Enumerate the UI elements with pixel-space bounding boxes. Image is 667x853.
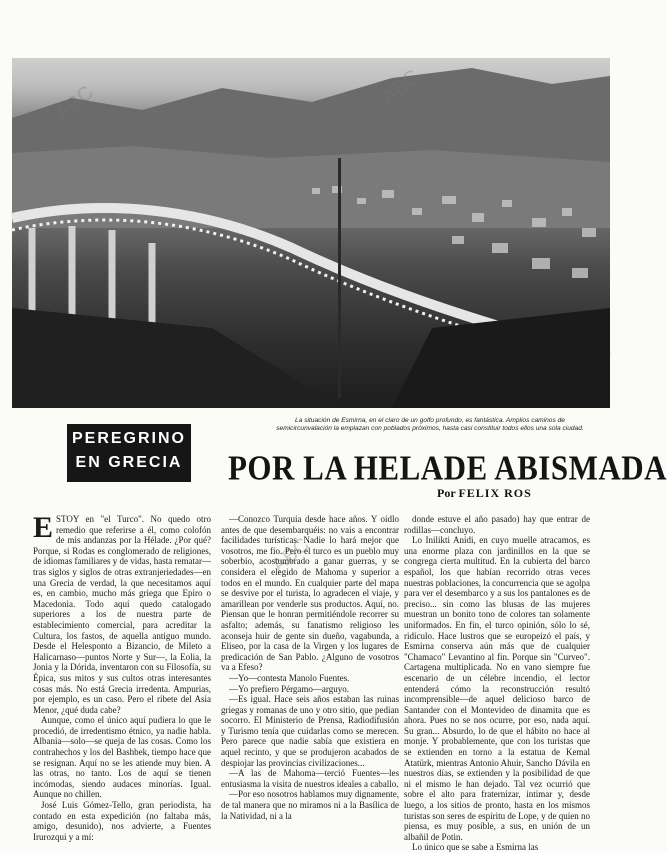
paragraph (33, 511, 211, 715)
section-label-line1: PEREGRINO (71, 430, 186, 447)
author-name: FELIX ROS (458, 486, 532, 500)
dropcap: E (33, 511, 54, 544)
headline: POR LA HELADE ABISMADA (228, 448, 667, 488)
paragraph: —Yo—contesta Manolo Fuentes. (229, 672, 350, 683)
watermark: ABC (52, 81, 98, 125)
photo-caption: La situación de Esmirna, en el claro de un golfo profundo, es fantástica. Amplios caminos de semicircunvalación la emplazan con poblados próximos, hasta casi constituir todos ellos una sola ciudad. (276, 417, 584, 432)
paragraph: —A las de Mahoma—terció Fuentes—les entusiasma la visita de nuestros ideales a caballo. (221, 768, 399, 789)
paragraph: José Luis Gómez-Tello, gran periodista, ha contado en esta expedición (no faltaba más, amigo, desunido), nos advierte, a Fuentes Irurozqui y a mí: (33, 800, 211, 842)
paragraph: donde estuve el año pasado) hay que entrar de rodillas—concluyo. (404, 514, 590, 535)
paragraph: —Yo prefiero Pérgamo—arguyo. (229, 683, 349, 694)
section-label (67, 424, 191, 482)
section-label-line2: EN GRECIA (75, 454, 183, 471)
paragraph-text: STOY en "el Turco". No quedo otro remedio que referirse a él, como colofón de mis andanzas por la Hélade. ¿Por qué? Porque, si Rodas es conglomerado de religiones, de idiomas familiares y de vidas, hasta rematar—tras siglos y siglos de otras extranjeriedades—en una Grecia de verdad, la que necesitamos aquí es, en cambio, mucho más griega que Epiro o Macedonia. Todo aquí quedo catalogado superiores a los de nuestra parte de establecimiento comercial, para acreditar la Cultura, los fastos, de aquella antiguo mundo. Desde el Helesponto a Bizancio, de Mileto a Halicarnaso—puntos Norte y Sur—, la Eolia, la Jonia y la Dórida, inventaron con su Filosofía, su Épica, sus mitos y sus cultos otras interesantes cosas más. No está Grecia irredenta. Ampurias, por ejemplo, es un caso. Pero el ribete del Asia Menor, ¿qué duda cabe? (33, 514, 211, 715)
watermark: ABC (378, 65, 424, 109)
paragraph: —Por eso nosotros hablamos muy dignamente, de tal manera que no miramos ni a la Basílica de la Natividad, ni a la (221, 789, 399, 821)
watermark: ABC (268, 533, 314, 577)
article-column-1 (33, 511, 211, 842)
paragraph: Lo único que se sabe a Esmirna las (412, 842, 539, 853)
lamp-pole (338, 158, 341, 398)
paragraph: Aunque, como el único aquí pudiera lo que le procedió, de irredentismo étnico, ya nadie habla. Albania—solo—se queja de las cosas. Como los contrahechos y los del Bashbek, tiempo hace que se resignan. Aquí no se les atiende muy bien. A las otras, no tanto. Los de aquí se tienen incómodas, siendo audaces minorías. Igual. Aunque no chillen. (33, 715, 211, 800)
paragraph: —Es igual. Hace seis años estaban las ruinas griegas y romanas de uno y otro sitio, que pedían socorro. El Ministerio de Prensa, Radiodifusión y Turismo tenía que cuidarlas como se merecen. Pero parece que nadie sabía que existiera en aquel recinto, y que se produjeron acabados de despiojar las provincias civilizaciones... (221, 694, 399, 768)
harbor-photo (12, 58, 610, 408)
article-column-2 (221, 514, 399, 832)
byline (437, 486, 532, 501)
photo-scene (12, 58, 610, 408)
city-haze (12, 146, 610, 228)
article-column-3 (404, 514, 590, 853)
paragraph: Lo Inilikti Anidi, en cuyo muelle atracamos, es una enorme plaza con jardinillos en la que se congrega cierta multitud. En la cubierta del barco español, los que habían recorrido otras veces nuestras poblaciones, la concurrencia que se agolpa para ver el desembarco y a sus los pantalones es de preciso... sin como las blusas de las mujeres muestran un bonito tono de colores tan solamente uniformados. En fin, el turco opinión, sólo lo sé, ridículo. Hace lustros que se europeizó el país, y Esmirna conserva aún más que de cualquier "Chamaco" Levantino al fin. Porque sin "Curveo". Cartagena multiplicada. No en vano siempre fue escenario de un célebre incendio, el lector entenderá cómo la reconstrucción resultó incomprensible—de aquel delicioso barco de Santander con el Montevideo de dinamita que es ahora. Pues no se nos ocurre, por eso, nada aquí. Su gran... Absurdo, lo de que el hábito no hace al monje. Y probablemente, que con los turistas que se extienden en torno a la estatua de Kemal Atatürk, mientras Antonio Ahuir, Sancho Dávila en nuestros días, se extienden y la posibilidad de que ni el mismo le han dejado. Tal vez ocurrió que sobre el alto para fraternizar, intimar y, desde luego, a los sitios de pronto, hasta en los mismos turistas son seres de espíritu de Lope, y de quien no piensa, es muy posible, a sus, en unión de un albañil de Potin. (404, 535, 590, 842)
foreground-roofs (392, 308, 610, 408)
paragraph: —Conozco Turquía desde hace años. Y oídlo antes de que desembarquéis: no vais a encontrar facilidades turísticas. Nadie lo hará mejor que vosotros, me fío. Pero el turco es un pueblo muy soberbio, acostumbrado a ganar guerras, y se considera el elegido de Mahoma y superior a todos en el mundo. En cualquier parte del mapa se desvive por el turista, lo agradecen el viaje, y amarillean por venderle sus productos. Aquí, no. Piensan que le honran permitiéndole recorrer su asfalto; además, su fanatismo religioso les aconseja huir de gente sin dueño, vagabunda, a Eliseo, por la casa de la Virgen y los lugares de predicación de San Pablo. ¿Alguno de vosotros va a Efeso? (221, 514, 399, 673)
foreground-slope (12, 308, 342, 408)
byline-prefix: Por (437, 486, 456, 500)
